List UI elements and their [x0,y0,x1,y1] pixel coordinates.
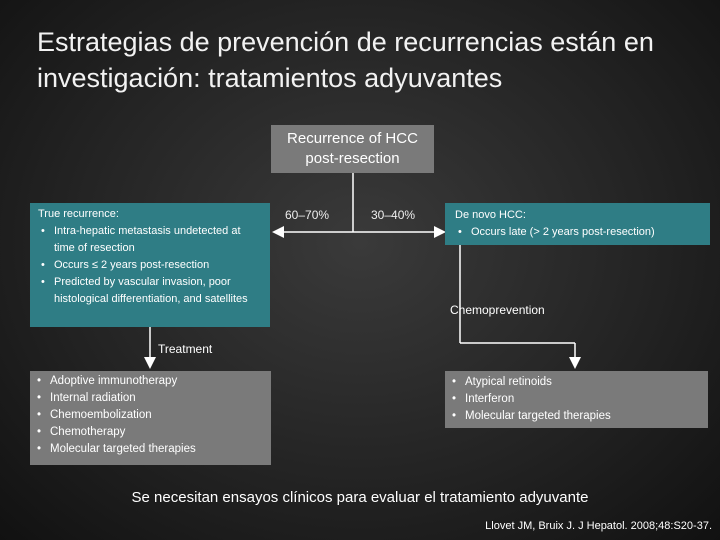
chemoprevention-label: Chemoprevention [450,303,545,317]
chemoprevention-box [445,371,708,428]
de-novo-box [445,203,710,245]
treatment-box [30,371,271,465]
chemoprevention-item: • Atypical retinoids [449,374,704,391]
treatment-item: • Internal radiation [34,390,267,407]
chemoprevention-item: • Interferon [449,391,704,408]
de-novo-heading: De novo HCC: [455,209,526,221]
footer-note: Se necesitan ensayos clínicos para evaluar el tratamiento adyuvante [131,489,589,506]
root-box [271,125,434,173]
left-branch-percent: 60–70% [285,208,330,222]
true-recurrence-item: • Occurs ≤ 2 years post-resection [38,257,264,274]
de-novo-item: • Occurs late (> 2 years post-resection) [455,224,704,241]
true-recurrence-item: • Intra-hepatic metastasis undetected at time of resection [38,223,264,257]
root-line2: post-resection [305,150,400,167]
citation: Llovet JM, Bruix J. J Hepatol. 2008;48:S20-37. [485,520,712,532]
true-recurrence-box [30,203,270,327]
true-recurrence-heading: True recurrence: [38,208,119,220]
treatment-item: • Chemotherapy [34,424,267,441]
root-line1: Recurrence of HCC [287,130,418,147]
treatment-item: • Chemoembolization [34,407,267,424]
treatment-item: • Adoptive immunotherapy [34,373,267,390]
slide-title: Estrategias de prevención de recurrencias están en investigación: tratamientos adyuvantes [37,27,654,93]
right-branch-percent: 30–40% [371,208,416,222]
treatment-label: Treatment [158,342,213,356]
chemoprevention-item: • Molecular targeted therapies [449,408,704,425]
true-recurrence-item: • Predicted by vascular invasion, poor histological differentiation, and satellites [38,274,264,308]
treatment-item: • Molecular targeted therapies [34,441,267,458]
